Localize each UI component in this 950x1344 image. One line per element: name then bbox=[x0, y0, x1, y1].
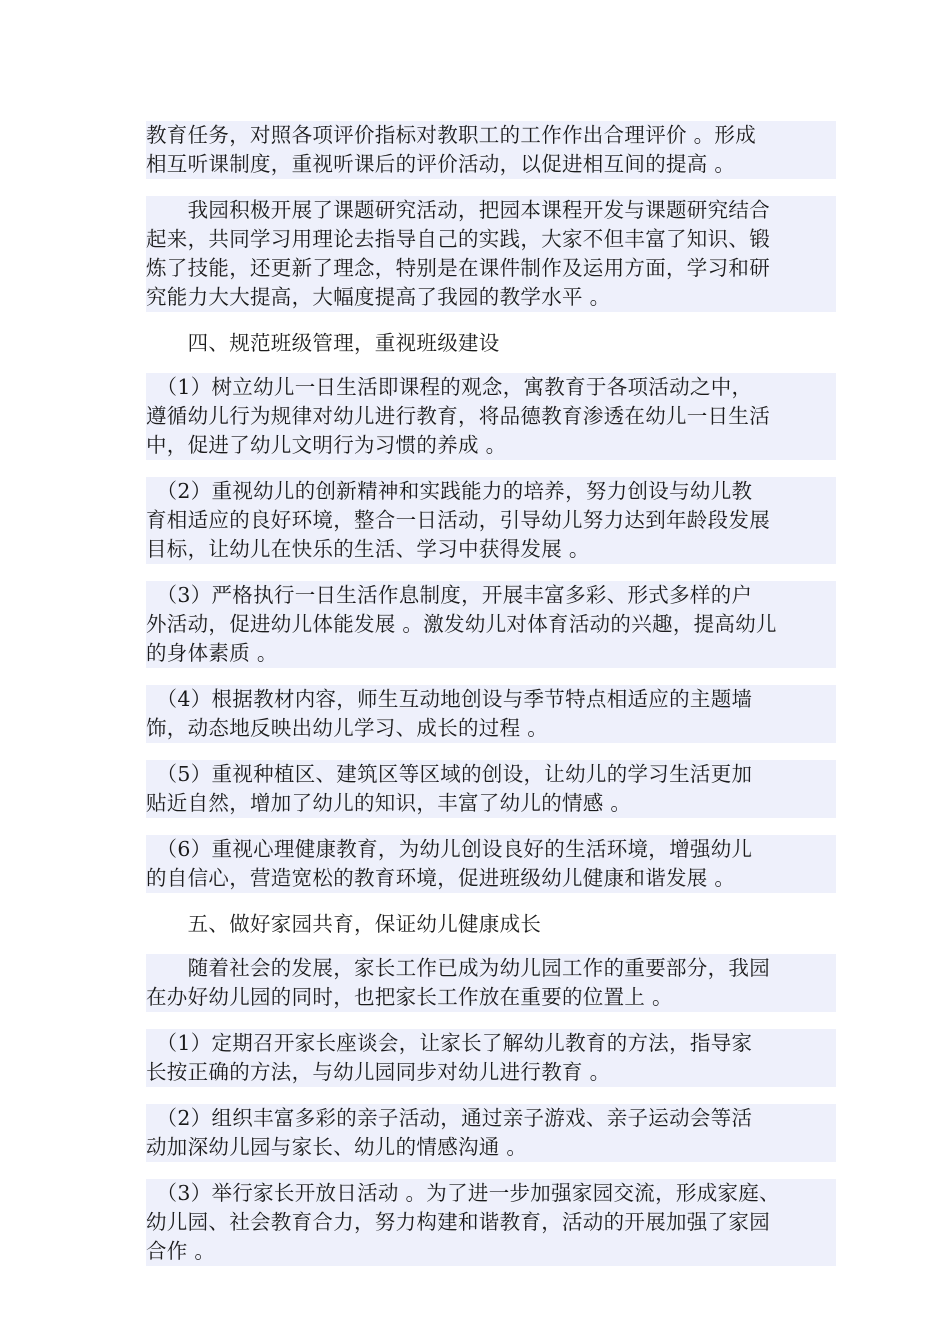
text-line: 五、做好家园共育，保证幼儿健康成长 bbox=[146, 912, 542, 936]
document-body bbox=[146, 121, 836, 1283]
text-line: （2）重视幼儿的创新精神和实践能力的培养，努力创设与幼儿教 bbox=[146, 477, 836, 506]
paragraph bbox=[146, 1029, 836, 1087]
paragraph bbox=[146, 760, 836, 818]
paragraph bbox=[146, 954, 836, 1012]
text-line: 贴近自然，增加了幼儿的知识，丰富了幼儿的情感 。 bbox=[146, 789, 836, 818]
text-line: 目标，让幼儿在快乐的生活、学习中获得发展 。 bbox=[146, 535, 836, 564]
paragraph bbox=[146, 477, 836, 564]
text-line: 遵循幼儿行为规律对幼儿进行教育，将品德教育渗透在幼儿一日生活 bbox=[146, 402, 836, 431]
paragraph bbox=[146, 121, 836, 179]
text-line: （2）组织丰富多彩的亲子活动，通过亲子游戏、亲子运动会等活 bbox=[146, 1104, 836, 1133]
text-line: 外活动，促进幼儿体能发展 。激发幼儿对体育活动的兴趣，提高幼儿 bbox=[146, 610, 836, 639]
text-line: 炼了技能，还更新了理念，特别是在课件制作及运用方面，学习和研 bbox=[146, 254, 836, 283]
text-line: 相互听课制度，重视听课后的评价活动，以促进相互间的提高 。 bbox=[146, 150, 836, 179]
text-line: 饰，动态地反映出幼儿学习、成长的过程 。 bbox=[146, 714, 836, 743]
text-line: 的身体素质 。 bbox=[146, 639, 836, 668]
text-line: （3）严格执行一日生活作息制度，开展丰富多彩、形式多样的户 bbox=[146, 581, 836, 610]
paragraph bbox=[146, 196, 836, 312]
paragraph bbox=[146, 1104, 836, 1162]
text-line: （4）根据教材内容，师生互动地创设与季节特点相适应的主题墙 bbox=[146, 685, 836, 714]
text-line: 长按正确的方法，与幼儿园同步对幼儿进行教育 。 bbox=[146, 1058, 836, 1087]
text-line: 动加深幼儿园与家长、幼儿的情感沟通 。 bbox=[146, 1133, 836, 1162]
text-line: 究能力大大提高，大幅度提高了我园的教学水平 。 bbox=[146, 283, 836, 312]
paragraph bbox=[146, 835, 836, 893]
section-heading bbox=[146, 910, 836, 939]
paragraph bbox=[146, 1179, 836, 1266]
text-line: （5）重视种植区、建筑区等区域的创设，让幼儿的学习生活更加 bbox=[146, 760, 836, 789]
paragraph bbox=[146, 373, 836, 460]
text-line: 合作 。 bbox=[146, 1237, 836, 1266]
text-line: 在办好幼儿园的同时，也把家长工作放在重要的位置上 。 bbox=[146, 983, 836, 1012]
text-line: 的自信心，营造宽松的教育环境，促进班级幼儿健康和谐发展 。 bbox=[146, 864, 836, 893]
text-line: 教育任务，对照各项评价指标对教职工的工作作出合理评价 。形成 bbox=[146, 121, 836, 150]
text-line: 四、规范班级管理，重视班级建设 bbox=[146, 331, 500, 355]
text-line: 随着社会的发展，家长工作已成为幼儿园工作的重要部分，我园 bbox=[146, 954, 836, 983]
text-line: （1）树立幼儿一日生活即课程的观念，寓教育于各项活动之中， bbox=[146, 373, 836, 402]
text-line: （1）定期召开家长座谈会，让家长了解幼儿教育的方法，指导家 bbox=[146, 1029, 836, 1058]
text-line: （3）举行家长开放日活动 。为了进一步加强家园交流，形成家庭、 bbox=[146, 1179, 836, 1208]
text-line: 我园积极开展了课题研究活动，把园本课程开发与课题研究结合 bbox=[146, 196, 836, 225]
section-heading bbox=[146, 329, 836, 358]
text-line: 中，促进了幼儿文明行为习惯的养成 。 bbox=[146, 431, 836, 460]
text-line: 幼儿园、社会教育合力，努力构建和谐教育，活动的开展加强了家园 bbox=[146, 1208, 836, 1237]
text-line: 起来，共同学习用理论去指导自己的实践，大家不但丰富了知识、锻 bbox=[146, 225, 836, 254]
paragraph bbox=[146, 685, 836, 743]
paragraph bbox=[146, 581, 836, 668]
text-line: 育相适应的良好环境，整合一日活动，引导幼儿努力达到年龄段发展 bbox=[146, 506, 836, 535]
text-line: （6）重视心理健康教育，为幼儿创设良好的生活环境，增强幼儿 bbox=[146, 835, 836, 864]
